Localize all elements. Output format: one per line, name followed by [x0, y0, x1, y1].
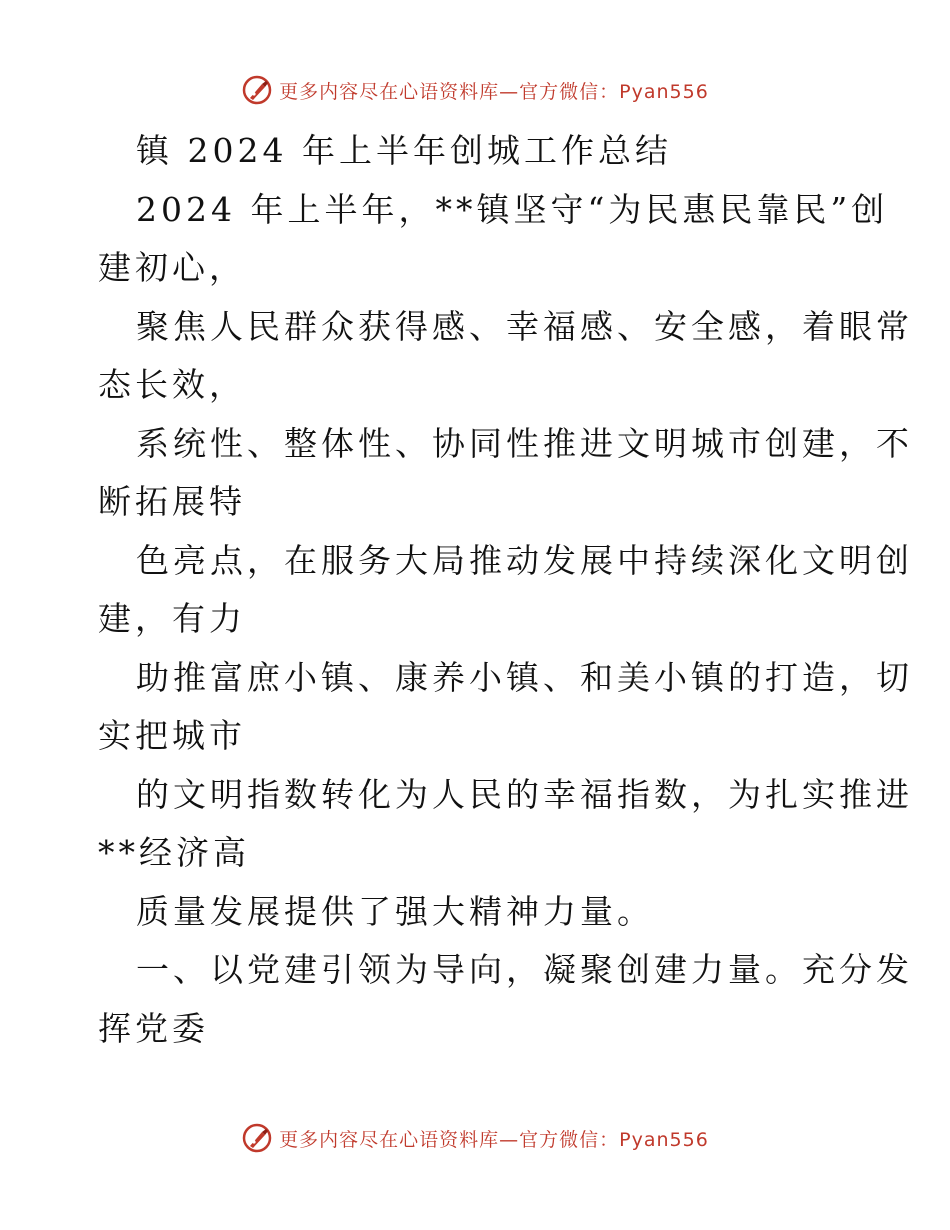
text-line: 建初心， — [98, 248, 246, 287]
text-line: 聚焦人民群众获得感、幸福感、安全感，着眼常 — [136, 306, 913, 346]
text-line: 助推富庶小镇、康养小镇、和美小镇的打造，切 — [136, 657, 913, 697]
text-line: 建，有力 — [98, 599, 246, 638]
text-line: 态长效， — [98, 365, 246, 404]
footer-banner-text: 更多内容尽在心语资料库—官方微信：Pyan556 — [279, 1128, 709, 1151]
document-body — [98, 122, 913, 1058]
text-line: 断拓展特 — [98, 482, 246, 521]
text-line: 2024 年上半年，**镇坚守“为民惠民靠民”创 — [136, 189, 889, 229]
text-line: 的文明指数转化为人民的幸福指数，为扎实推进 — [136, 774, 913, 814]
header-banner — [0, 70, 950, 110]
header-banner-inner — [241, 74, 709, 106]
pen-nib-logo-icon — [241, 74, 273, 106]
text-line: 实把城市 — [98, 716, 246, 755]
text-line: 挥党委 — [98, 1008, 209, 1048]
pen-nib-logo-icon — [241, 1122, 273, 1154]
section-heading-line: 一、以党建引领为导向，凝聚创建力量。充分发 — [136, 950, 913, 989]
text-line: 质量发展提供了强大精神力量。 — [136, 891, 654, 931]
text-line: 色亮点，在服务大局推动发展中持续深化文明创 — [136, 540, 913, 580]
text-line: 系统性、整体性、协同性推进文明城市创建，不 — [136, 423, 913, 463]
document-title: 镇 2024 年上半年创城工作总结 — [136, 131, 672, 170]
footer-banner-inner — [241, 1122, 709, 1154]
footer-banner — [0, 1118, 950, 1158]
header-banner-text: 更多内容尽在心语资料库—官方微信：Pyan556 — [279, 80, 709, 103]
text-line: **经济高 — [98, 833, 250, 872]
